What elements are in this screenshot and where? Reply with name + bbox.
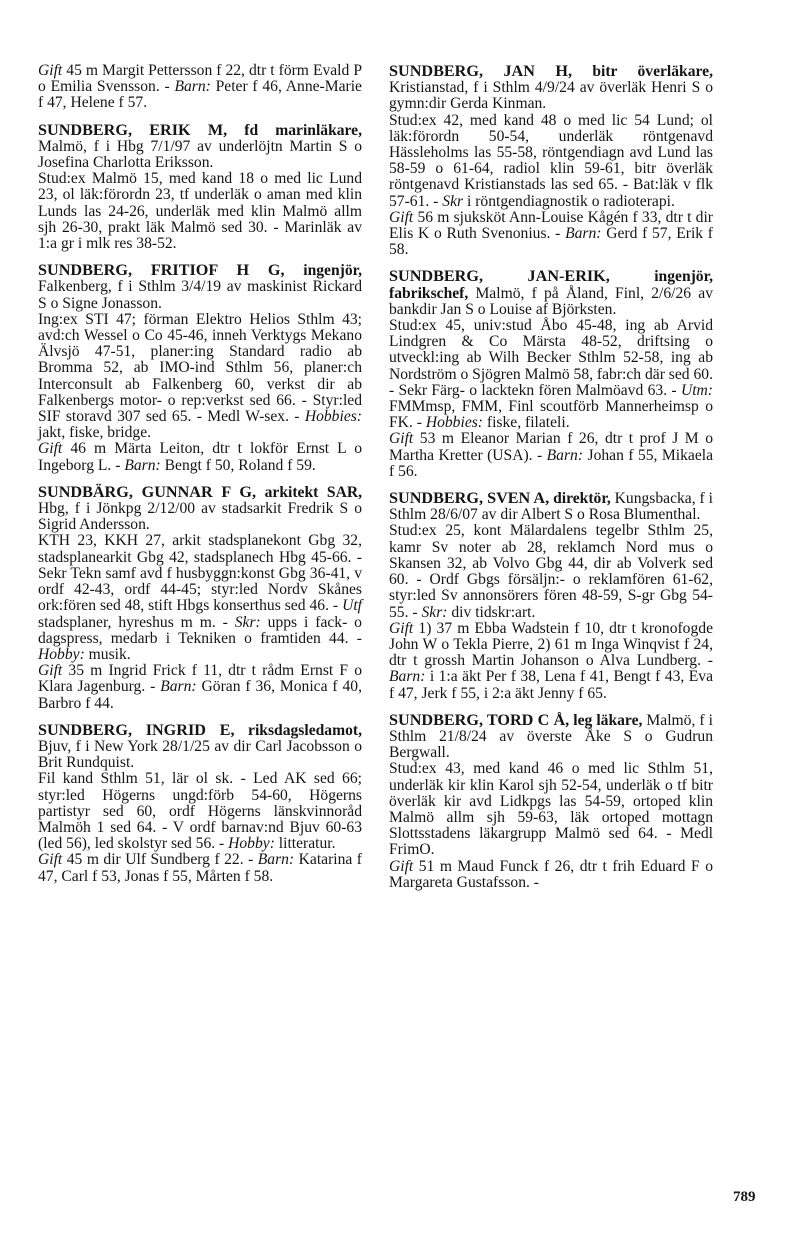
biography-entry — [389, 490, 713, 702]
entry-heading — [389, 490, 611, 507]
person-name: SUNDBERG, FRITIOF H G, — [38, 261, 285, 280]
birth-info: Malmö, f i Hbg 7/1/97 av underlöjtn Martin S o Josefina Charlotta Eriksson. — [38, 137, 362, 172]
field-label: Hobby: — [228, 835, 275, 853]
text-segment: upps i fack- o dagspress, medarb i Tekniken o framtiden 44. - — [38, 613, 362, 647]
entry-heading — [38, 484, 362, 501]
entry-intro — [38, 262, 362, 441]
field-label: Skr: — [234, 613, 261, 631]
page-number: 789 — [733, 1189, 756, 1205]
field-label: Barn: — [565, 225, 602, 243]
entry-paragraph — [389, 621, 713, 702]
field-label: Gift — [38, 851, 63, 869]
birth-info: Hbg, f i Jönkpg 2/12/00 av stadsarkit Fredrik S o Sigrid Andersson. — [38, 500, 362, 534]
person-name: SUNDBERG, JAN-ERIK, — [389, 267, 610, 286]
entry-intro — [389, 268, 713, 431]
field-label: Skr — [442, 192, 464, 210]
entry-intro — [389, 712, 713, 859]
person-name: SUNDBERG, TORD C Å, — [389, 710, 570, 729]
right-column — [389, 63, 713, 901]
entry-intro — [38, 122, 362, 253]
entry-paragraph — [389, 859, 713, 891]
person-title: direktör, — [549, 490, 611, 508]
field-label: Hobbies: — [304, 408, 362, 426]
text-segment: 56 m sjuksköt Ann-Louise Kågén f 33, dtr t dir Elis K o Ruth Svenonius. - — [389, 208, 713, 243]
birth-info: Kungsbacka, f i Sthlm 28/6/07 av dir Albert S o Rosa Blumenthal. — [389, 490, 713, 524]
birth-info: Bjuv, f i New York 28/1/25 av dir Carl Jacobsson o Brit Rundquist. — [38, 737, 362, 772]
field-label: Barn: — [124, 456, 161, 474]
birth-info: Malmö, f på Åland, Finl, 2/6/26 av bankdir Jan S o Louise af Björksten. — [389, 284, 713, 318]
text-segment: Ing:ex STI 47; förman Elektro Helios Sthlm 43; avd:ch Wessel o Co 45-46, inneh Verktygs Mekano Älvsjö 47-51, planer:ing Standard radio ab Bromma 52, ab IMO-ind Sthlm 56, planer:ch Interconsult ab Falkenberg 60, verkst dir ab Falkenbergs motor- o rep:verkst sed 66. - Styr:led SIF storavd 307 sed 65. - Medl W-sex. - — [38, 310, 362, 426]
text-segment: Stud:ex Malmö 15, med kand 18 o med lic Lund 23, ol läk:förordn 23, tf underläk o aman med klin Lunds las 24-26, underläk med klin Malmö allm sjh 26-30, prakt läk Malmö sed 30. - Marinläk av 1:a gr i mlk res 38-52. — [38, 170, 362, 253]
field-label: Gift — [38, 62, 63, 79]
text-segment: jakt, fiske, bridge. — [38, 424, 152, 442]
birth-info: Falkenberg, f i Sthlm 3/4/19 av maskinist Rickard S o Signe Jonasson. — [38, 278, 362, 312]
text-segment: Stud:ex 25, kont Mälardalens tegelbr Sthlm 25, kamr Sv noter ab 28, reklamch Nord mus o Skansen 32, ab Volvo Gbg 44, dir ab Volverk sed 60. - Ordf Gbgs försäljn:- o reklamfören 61-62, styr:led Sv annonsörers fören 48-59, S-gr Gbg 54-55. - — [389, 522, 713, 621]
field-label: Barn: — [174, 78, 211, 96]
entry-paragraph — [38, 441, 362, 473]
text-segment: stadsplaner, hyreshus m m. - — [38, 613, 235, 631]
person-name: SUNDBERG, JAN H, — [389, 62, 573, 80]
person-title: bitr överläkare, — [572, 63, 713, 80]
text-segment: FMMmsp, FMM, Finl scoutförb Mannerheimsp o FK. - — [389, 398, 713, 432]
field-label: Utf — [342, 597, 362, 615]
text-segment: musik. — [84, 645, 131, 663]
person-name: SUNDBERG, INGRID E, — [38, 720, 235, 739]
person-title: fd marinläkare, — [227, 121, 363, 139]
text-segment: 45 m Margit Pettersson f 22, dtr t förm Evald P o Emilia Svensson. - — [38, 62, 362, 96]
text-segment: KTH 23, KKH 27, arkit stadsplanekont Gbg 32, stadsplanearkit Gbg 42, stadsplanech Hbg 45-66. - Sekr Tekn samf avd f husbyggn:konst Gbg 36-41, v ordf 42-43, ordf 44-45; styr:led Nordv Skånes ork:fören sed 48, stift Hbgs konserthus sed 46. - — [38, 532, 362, 615]
person-title: leg läkare, — [569, 711, 643, 729]
entry-paragraph — [389, 210, 713, 259]
text-segment: Stud:ex 43, med kand 46 o med lic Sthlm 51, underläk kir klin Karol sjh 52-54, underläk o tf bitr överläk kir avd Lidkpgs las 54-59, ortoped klin Malmö allm sjh 59-63, läk ortoped mottagn Slottsstadens läkargrupp Malmö sed 64. - Medl FrimO. — [389, 760, 713, 859]
biography-entry — [38, 484, 362, 712]
field-label: Gift — [389, 208, 414, 226]
entry-heading — [38, 122, 362, 139]
text-segment: i röntgendiagnostik o radioterapi. — [463, 192, 675, 210]
person-title: ingenjör, fabrikschef, — [389, 268, 713, 302]
text-segment: 1) 37 m Ebba Wadstein f 10, dtr t kronofogde John W o Tekla Pierre, 2) 61 m Inga Winqvist f 24, dtr t grossh Martin Johanson o Alva Lundberg. - — [389, 619, 713, 670]
field-label: Barn: — [546, 446, 584, 464]
text-segment: Gerd f 57, Erik f 58. — [389, 225, 713, 259]
text-segment: Fil kand Sthlm 51, lär ol sk. - Led AK sed 66; styr:led Högerns ungd:förb 54-60, Högerns partistyr sed 60, ordf Högerns länskvinnoråd Malmöh 1 sed 64. - V ordf barnav:nd Bjuv 60-63 (led 56), led skolstyr sed 56. - — [38, 770, 362, 853]
text-segment: div tidskr:art. — [447, 603, 536, 621]
entry-heading — [389, 63, 713, 80]
person-title: ingenjör, — [284, 262, 363, 280]
entry-intro — [38, 484, 362, 663]
person-name: SUNDBERG, SVEN A, — [389, 489, 550, 508]
text-segment: Göran f 36, Monica f 40, Barbro f 44. — [38, 678, 362, 712]
text-segment: 53 m Eleanor Marian f 26, dtr t prof J M o Martha Kretter (USA). - — [389, 430, 713, 464]
text-segment: 35 m Ingrid Frick f 11, dtr t rådm Ernst F o Klara Jagenburg. - — [38, 662, 362, 696]
field-label: Gift — [38, 662, 63, 680]
text-segment: Bengt f 50, Roland f 59. — [160, 456, 316, 474]
person-name: SUNDBERG, ERIK M, — [38, 120, 228, 139]
entry-heading — [38, 722, 362, 739]
biography-entry — [389, 268, 713, 480]
text-segment: Peter f 46, Anne-Marie f 47, Helene f 57. — [38, 78, 362, 112]
text-segment: Stud:ex 45, univ:stud Åbo 45-48, ing ab Arvid Lindgren & Co Märsta 48-52, driftsing o utveckl:ing ab Wilh Becker Sthlm 52-58, ing ab Nordström o Sjögren Malmö 58, fabr:ch där sed 60. - Sekr Färg- o lacktekn fören Malmöavd 63. - — [389, 317, 713, 399]
text-segment: 51 m Maud Funck f 26, dtr t frih Eduard F o Margareta Gustafsson. - — [389, 857, 713, 891]
field-label: Gift — [389, 857, 414, 875]
birth-info: Malmö, f i Sthlm 21/8/24 av överste Åke S o Gudrun Bergwall. — [389, 711, 713, 762]
text-segment: i 1:a äkt Per f 38, Lena f 41, Bengt f 43, Eva f 47, Jerk f 55, i 2:a äkt Jenny f 65. — [389, 668, 713, 702]
entry-intro — [389, 63, 713, 210]
field-label: Gift — [389, 430, 414, 448]
biography-entry — [389, 712, 713, 891]
biography-entry — [38, 722, 362, 885]
biography-entry — [389, 63, 713, 258]
field-label: Barn: — [257, 851, 295, 869]
biography-entry — [38, 122, 362, 253]
entry-heading — [389, 712, 642, 729]
text-segment: fiske, filateli. — [483, 414, 570, 432]
text-segment: Stud:ex 42, med kand 48 o med lic 54 Lund; ol läk:förordn 50-54, underläk röntgenavd Hässleholms las 55-58, röntgendiagn avd Lund las 58-59 o 61-64, radiol klin 59-61, bitr överläk röntgenavd Kristianstads las sed 65. - Bat:läk v flk 57-61. - — [389, 111, 713, 210]
left-column — [38, 63, 362, 895]
text-segment: Katarina f 47, Carl f 53, Jonas f 55, Mårten f 58. — [38, 851, 363, 885]
field-label: Hobby: — [38, 645, 85, 663]
entry-intro — [389, 490, 713, 621]
person-name: SUNDBÄRG, GUNNAR F G, — [38, 482, 257, 501]
field-label: Gift — [38, 440, 63, 458]
field-label: Skr: — [421, 603, 448, 621]
entry-paragraph — [38, 63, 362, 112]
text-segment: litteratur. — [274, 835, 336, 853]
text-segment: 46 m Märta Leiton, dtr t lokför Ernst L o Ingeborg L. - — [38, 440, 362, 474]
biography-entry — [38, 262, 362, 474]
biography-entry — [38, 63, 362, 112]
field-label: Gift — [389, 619, 414, 637]
entry-paragraph — [38, 852, 362, 884]
entry-intro — [38, 722, 362, 853]
entry-heading — [38, 262, 362, 279]
field-label: Barn: — [389, 668, 426, 686]
entry-paragraph — [389, 431, 713, 480]
birth-info: Kristianstad, f i Sthlm 4/9/24 av överläk Henri S o gymn:dir Gerda Kinman. — [389, 79, 713, 113]
field-label: Barn: — [160, 678, 197, 696]
text-segment: Johan f 55, Mikaela f 56. — [389, 446, 713, 480]
entry-paragraph — [38, 663, 362, 712]
person-title: riksdagsledamot, — [234, 721, 362, 739]
field-label: Hobbies: — [425, 414, 483, 432]
text-segment: 45 m dir Ulf Sundberg f 22. - — [62, 851, 258, 869]
field-label: Utm: — [680, 381, 713, 399]
person-title: arkitekt SAR, — [256, 483, 363, 501]
